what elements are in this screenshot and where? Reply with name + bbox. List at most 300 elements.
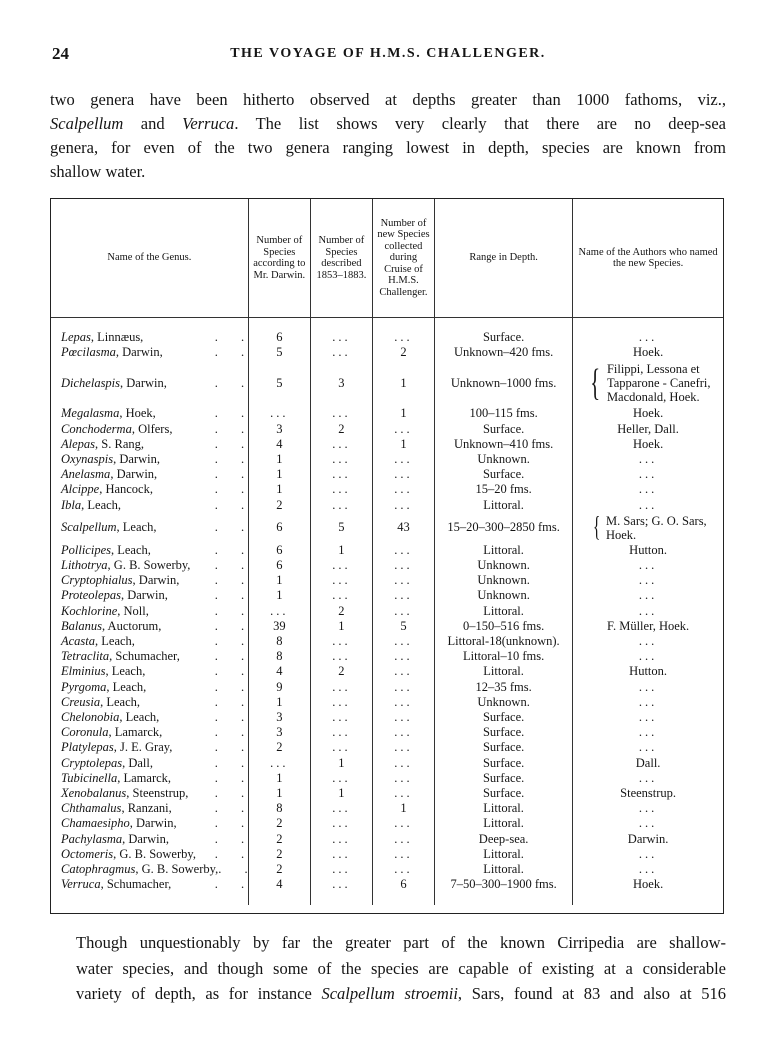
cirripedia-genera-table: [50, 198, 724, 914]
described-count-cell: ...: [310, 437, 372, 452]
genus-cell: [51, 467, 255, 482]
depth-range-cell: Littoral.: [435, 664, 573, 679]
darwin-count-cell: 9: [248, 680, 310, 695]
genus-author: , Leach,: [81, 497, 122, 512]
leader-dots: . .: [214, 542, 255, 557]
table-row: [51, 482, 723, 497]
authors-cell: [573, 360, 723, 406]
genus-name: Elminius: [61, 664, 106, 679]
genus-name: Platylepas: [61, 740, 114, 755]
intro-line: Scalpellum and Verruca. The list shows very clearly that there are no deep-sea: [50, 114, 726, 133]
genus-cell: [51, 513, 255, 543]
author-line: Filippi, Lessona et: [606, 362, 700, 377]
table-row: [51, 862, 723, 877]
described-count-cell: ...: [310, 771, 372, 786]
leader-dots: . .: [214, 573, 255, 588]
described-count-cell: 5: [310, 513, 372, 543]
depth-range-cell: Unknown.: [435, 588, 573, 603]
depth-range-cell: Littoral-18(unknown).: [435, 634, 573, 649]
genus-cell: [51, 573, 255, 588]
described-count-cell: ...: [310, 345, 372, 360]
genus-author: , Darwin,: [129, 816, 177, 831]
darwin-count-cell: ...: [248, 406, 310, 421]
genus-name: Xenobalanus: [61, 786, 127, 801]
genus-cell: [51, 740, 255, 755]
new-species-cell: ...: [372, 467, 434, 482]
genus-cell: [51, 618, 255, 634]
genus-author: , Darwin,: [122, 831, 169, 846]
depth-range-cell: Surface.: [435, 740, 573, 755]
genera-table: [51, 199, 723, 905]
genus-author: , Darwin,: [120, 375, 167, 390]
darwin-count-cell: 4: [248, 664, 310, 679]
authors-cell: Hoek.: [573, 345, 723, 360]
outro-line: Though unquestionably by far the greater part of the known Cirripedia are shallow-: [76, 933, 726, 952]
leader-dots: . .: [214, 375, 255, 390]
leader-dots: . .: [214, 710, 255, 725]
table-row: [51, 619, 723, 634]
described-count-cell: ...: [310, 649, 372, 664]
intro-line: genera, for even of the two genera ranging lowest in depth, species are known from: [50, 138, 726, 157]
depth-range-cell: Surface.: [435, 756, 573, 771]
authors-cell: ...: [573, 452, 723, 467]
leader-dots: . .: [214, 664, 255, 679]
col-header-depth: Range in Depth.: [435, 199, 573, 318]
darwin-count-cell: 2: [248, 498, 310, 513]
leader-dots: . .: [214, 436, 255, 451]
new-species-cell: 6: [372, 877, 434, 892]
authors-cell: Hutton.: [573, 543, 723, 558]
depth-range-cell: Surface.: [435, 786, 573, 801]
depth-range-cell: Unknown–410 fms.: [435, 437, 573, 452]
authors-cell: ...: [573, 649, 723, 664]
described-count-cell: ...: [310, 680, 372, 695]
depth-range-cell: Littoral.: [435, 801, 573, 816]
new-species-cell: ...: [372, 725, 434, 740]
genus-name: Kochlorine: [61, 603, 118, 618]
depth-range-cell: Unknown–1000 fms.: [435, 360, 573, 406]
table-row: [51, 558, 723, 573]
leader-dots: . .: [214, 421, 255, 436]
new-species-cell: ...: [372, 543, 434, 558]
new-species-cell: ...: [372, 649, 434, 664]
depth-range-cell: Littoral.: [435, 847, 573, 862]
genus-cell: [51, 816, 255, 831]
genus-name: Creusia: [61, 694, 101, 709]
new-species-cell: ...: [372, 695, 434, 710]
new-species-cell: 1: [372, 437, 434, 452]
table-row: [51, 786, 723, 801]
genus-cell: [51, 664, 255, 679]
depth-range-cell: 0–150–516 fms.: [435, 619, 573, 634]
new-species-cell: 2: [372, 345, 434, 360]
depth-range-cell: Surface.: [435, 422, 573, 437]
genus-name: Cryptophialus: [61, 573, 133, 588]
authors-cell: Hoek.: [573, 406, 723, 421]
table-row: [51, 725, 723, 740]
authors-cell: ...: [573, 467, 723, 482]
genus-cell: [51, 406, 255, 421]
leader-dots: . .: [214, 345, 255, 360]
described-count-cell: ...: [310, 847, 372, 862]
new-species-cell: 43: [372, 513, 434, 543]
depth-range-cell: Surface.: [435, 330, 573, 345]
page-header: [48, 44, 728, 68]
leader-dots: . .: [214, 588, 255, 603]
genus-name: Oxynaspis: [61, 452, 114, 467]
genus-name: Conchoderma: [61, 421, 132, 436]
genus-name: Pachylasma: [61, 831, 123, 846]
genus-author: , G. B. Sowerby,: [135, 862, 219, 877]
brace-icon: {: [592, 511, 600, 543]
leader-dots: . .: [214, 603, 255, 618]
new-species-cell: ...: [372, 786, 434, 801]
genus-author: , Leach,: [116, 520, 157, 535]
genus-cell: [51, 725, 255, 740]
darwin-count-cell: 6: [248, 330, 310, 345]
described-count-cell: ...: [310, 573, 372, 588]
genus-name: Catophragmus: [61, 862, 136, 877]
described-count-cell: 1: [310, 619, 372, 634]
genus-cell: [51, 862, 258, 877]
new-species-cell: ...: [372, 452, 434, 467]
leader-dots: . .: [214, 406, 255, 421]
col-header-darwin: Number of Species according to Mr. Darwin.: [248, 199, 310, 318]
authors-cell: ...: [573, 482, 723, 497]
depth-range-cell: Deep-sea.: [435, 832, 573, 847]
leader-dots: . .: [214, 725, 255, 740]
darwin-count-cell: 1: [248, 452, 310, 467]
genus-name: Tetraclita: [61, 649, 110, 664]
depth-range-cell: Littoral.: [435, 604, 573, 619]
darwin-count-cell: 1: [248, 786, 310, 801]
genus-cell: [51, 421, 255, 437]
leader-dots: . .: [214, 755, 255, 770]
authors-cell: ...: [573, 330, 723, 345]
table-row: [51, 710, 723, 725]
depth-range-cell: Littoral–10 fms.: [435, 649, 573, 664]
table-row: [51, 543, 723, 558]
genus-cell: [51, 436, 255, 452]
table-row: [51, 877, 723, 892]
described-count-cell: ...: [310, 330, 372, 345]
leader-dots: . .: [218, 862, 258, 877]
table-row: [51, 771, 723, 786]
table-row: [51, 345, 723, 360]
genus-author: , Hoek,: [119, 406, 156, 421]
genus-cell: [51, 770, 255, 786]
genus-author: , Leach,: [111, 542, 151, 557]
table-row: [51, 649, 723, 664]
table-row: [51, 756, 723, 771]
page-number: 24: [52, 44, 69, 63]
table-row: [51, 360, 723, 406]
genus-author: , Lamarck,: [117, 770, 172, 785]
darwin-count-cell: 5: [248, 360, 310, 406]
genus-name: Lepas: [61, 330, 91, 344]
outro-paragraph: [50, 930, 726, 1007]
darwin-count-cell: 2: [248, 740, 310, 755]
authors-cell: Darwin.: [573, 832, 723, 847]
genus-name: Chthamalus: [61, 801, 122, 816]
authors-cell: ...: [573, 862, 723, 877]
col-header-genus: Name of the Genus.: [51, 199, 248, 318]
genus-name: Ibla: [61, 497, 82, 512]
genus-author: , Leach,: [105, 664, 146, 679]
genus-cell: [51, 831, 255, 847]
depth-range-cell: Surface.: [435, 771, 573, 786]
table-row: [51, 634, 723, 649]
genus-name: Megalasma: [61, 406, 120, 421]
genus-name: Alepas: [61, 436, 96, 451]
brace-icon: {: [589, 362, 600, 405]
genus-cell: [51, 497, 255, 513]
new-species-cell: ...: [372, 664, 434, 679]
intro-paragraph: [50, 88, 726, 184]
genus-cell: [51, 542, 255, 558]
genus-author: , Steenstrup,: [126, 786, 189, 801]
col-header-authors: Name of the Authors who named the new Species.: [573, 199, 723, 318]
genus-name: Balanus: [61, 618, 102, 633]
authors-cell: ...: [573, 847, 723, 862]
new-species-cell: 1: [372, 360, 434, 406]
darwin-count-cell: 4: [248, 437, 310, 452]
darwin-count-cell: ...: [248, 604, 310, 619]
darwin-count-cell: ...: [248, 756, 310, 771]
genus-name: Verruca: [61, 877, 101, 892]
genus-cell: [51, 603, 255, 619]
author-line: Tapparone - Canefri,: [606, 376, 711, 391]
genus-name: Pœcilasma: [61, 345, 116, 360]
darwin-count-cell: 1: [248, 573, 310, 588]
genus-cell: [51, 482, 255, 497]
genus-author: , Hancock,: [99, 482, 153, 497]
depth-range-cell: 7–50–300–1900 fms.: [435, 877, 573, 892]
genus-author: , Dall,: [122, 755, 154, 770]
leader-dots: . .: [214, 694, 255, 709]
darwin-count-cell: 1: [248, 695, 310, 710]
genus-author: , Leach,: [100, 694, 141, 709]
genus-cell: [51, 846, 255, 862]
depth-range-cell: Unknown.: [435, 573, 573, 588]
authors-cell: Hoek.: [573, 437, 723, 452]
described-count-cell: 2: [310, 604, 372, 619]
darwin-count-cell: 2: [248, 816, 310, 831]
genus-name: Octomeris: [61, 846, 114, 861]
leader-dots: . .: [214, 740, 255, 755]
depth-range-cell: Littoral.: [435, 862, 573, 877]
darwin-count-cell: 2: [248, 832, 310, 847]
table-row: [51, 467, 723, 482]
leader-dots: . .: [214, 770, 255, 785]
new-species-cell: ...: [372, 588, 434, 603]
table-row: [51, 847, 723, 862]
authors-cell: ...: [573, 498, 723, 513]
depth-range-cell: Surface.: [435, 710, 573, 725]
leader-dots: . .: [214, 482, 255, 497]
table-row: [51, 832, 723, 847]
leader-dots: . .: [214, 816, 255, 831]
new-species-cell: ...: [372, 604, 434, 619]
genus-cell: [51, 588, 255, 603]
darwin-count-cell: 1: [248, 482, 310, 497]
depth-range-cell: Littoral.: [435, 816, 573, 831]
authors-cell: ...: [573, 573, 723, 588]
described-count-cell: ...: [310, 634, 372, 649]
depth-range-cell: Littoral.: [435, 498, 573, 513]
genus-author: , Linnæus,: [90, 330, 144, 344]
leader-dots: . .: [214, 520, 255, 535]
genus-author: , Olfers,: [131, 421, 173, 436]
described-count-cell: 1: [310, 543, 372, 558]
new-species-cell: 1: [372, 406, 434, 421]
genus-author: , Darwin,: [113, 452, 160, 467]
authors-cell: ...: [573, 588, 723, 603]
outro-line: variety of depth, as for instance Scalpellum stroemii, Sars, found at 83 and also at 516: [76, 984, 726, 1003]
table-row: [51, 664, 723, 679]
genus-name: Coronula: [61, 725, 109, 740]
genus-author: , J. E. Gray,: [113, 740, 173, 755]
described-count-cell: ...: [310, 406, 372, 421]
genus-author: , Auctorum,: [101, 618, 162, 633]
new-species-cell: ...: [372, 816, 434, 831]
genus-name: Scalpellum: [61, 520, 117, 535]
authors-cell: ...: [573, 604, 723, 619]
authors-cell: ...: [573, 634, 723, 649]
genus-author: , Schumacher,: [100, 877, 172, 892]
genus-name: Chelonobia: [61, 710, 120, 725]
described-count-cell: 1: [310, 756, 372, 771]
genus-cell: [51, 649, 255, 664]
genus-name: Cryptolepas: [61, 755, 123, 770]
leader-dots: . .: [214, 467, 255, 482]
genus-author: , Leach,: [106, 679, 147, 694]
genus-author: , S. Rang,: [95, 436, 144, 451]
described-count-cell: 2: [310, 664, 372, 679]
darwin-count-cell: 6: [248, 513, 310, 543]
genus-cell: [51, 634, 255, 649]
described-count-cell: ...: [310, 710, 372, 725]
table-row: [51, 422, 723, 437]
col-header-new-species: Number of new Species collected during Cruise of H.M.S. Challenger.: [372, 199, 434, 318]
depth-range-cell: 100–115 fms.: [435, 406, 573, 421]
genus-author: , G. B. Sowerby,: [113, 846, 196, 861]
darwin-count-cell: 3: [248, 725, 310, 740]
darwin-count-cell: 8: [248, 634, 310, 649]
genus-author: , Darwin,: [115, 345, 163, 360]
author-line: Macdonald, Hoek.: [606, 390, 700, 405]
table-spacer: [51, 318, 723, 331]
genus-author: , Darwin,: [132, 573, 180, 588]
new-species-cell: ...: [372, 771, 434, 786]
new-species-cell: ...: [372, 710, 434, 725]
darwin-count-cell: 39: [248, 619, 310, 634]
author-line: Hoek.: [605, 527, 637, 542]
described-count-cell: ...: [310, 482, 372, 497]
running-title: THE VOYAGE OF H.M.S. CHALLENGER.: [230, 46, 546, 61]
new-species-cell: ...: [372, 756, 434, 771]
described-count-cell: 2: [310, 422, 372, 437]
genus-author: , Leach,: [95, 634, 135, 649]
genus-author: , Schumacher,: [109, 649, 180, 664]
genus-cell: [51, 345, 255, 360]
described-count-cell: ...: [310, 877, 372, 892]
described-count-cell: 1: [310, 786, 372, 801]
genus-author: , Noll,: [117, 603, 149, 618]
depth-range-cell: Unknown–420 fms.: [435, 345, 573, 360]
table-row: [51, 816, 723, 831]
table-row: [51, 680, 723, 695]
darwin-count-cell: 8: [248, 649, 310, 664]
darwin-count-cell: 4: [248, 877, 310, 892]
table-row: [51, 330, 723, 345]
genus-author: , Darwin,: [110, 467, 158, 482]
table-header-row: [51, 199, 723, 318]
genus-name: Proteolepas: [61, 588, 121, 603]
genus-cell: [51, 558, 255, 573]
table-row: [51, 573, 723, 588]
authors-cell: ...: [573, 558, 723, 573]
leader-dots: . .: [214, 330, 255, 344]
authors-cell: Heller, Dall.: [573, 422, 723, 437]
new-species-cell: ...: [372, 558, 434, 573]
leader-dots: . .: [214, 877, 255, 892]
leader-dots: . .: [214, 786, 255, 801]
genus-name: Chamaesipho: [61, 816, 130, 831]
authors-cell: Dall.: [573, 756, 723, 771]
genus-name: Anelasma: [61, 467, 111, 482]
genus-name: Pollicipes: [61, 542, 111, 557]
described-count-cell: ...: [310, 801, 372, 816]
authors-cell: ...: [573, 740, 723, 755]
leader-dots: . .: [214, 452, 255, 467]
authors-cell: ...: [573, 801, 723, 816]
new-species-cell: ...: [372, 740, 434, 755]
table-spacer: [51, 893, 723, 905]
genus-cell: [51, 786, 255, 801]
genus-cell: [51, 877, 255, 892]
leader-dots: . .: [214, 618, 255, 633]
genus-name: Pyrgoma: [61, 679, 107, 694]
described-count-cell: ...: [310, 725, 372, 740]
genus-cell: [51, 755, 255, 771]
table-row: [51, 604, 723, 619]
described-count-cell: ...: [310, 816, 372, 831]
darwin-count-cell: 2: [248, 862, 310, 877]
depth-range-cell: Surface.: [435, 467, 573, 482]
new-species-cell: ...: [372, 422, 434, 437]
authors-cell: F. Müller, Hoek.: [573, 619, 723, 634]
new-species-cell: ...: [372, 482, 434, 497]
darwin-count-cell: 3: [248, 710, 310, 725]
darwin-count-cell: 6: [248, 558, 310, 573]
new-species-cell: 5: [372, 619, 434, 634]
depth-range-cell: Unknown.: [435, 695, 573, 710]
genus-author: , Darwin,: [120, 588, 168, 603]
genus-name: Acasta: [61, 634, 96, 649]
leader-dots: . .: [214, 497, 255, 512]
darwin-count-cell: 6: [248, 543, 310, 558]
genus-cell: [51, 679, 255, 695]
new-species-cell: 1: [372, 801, 434, 816]
described-count-cell: ...: [310, 740, 372, 755]
depth-range-cell: Littoral.: [435, 543, 573, 558]
darwin-count-cell: 5: [248, 345, 310, 360]
authors-cell: ...: [573, 771, 723, 786]
authors-cell: ...: [573, 816, 723, 831]
new-species-cell: ...: [372, 634, 434, 649]
new-species-cell: ...: [372, 498, 434, 513]
